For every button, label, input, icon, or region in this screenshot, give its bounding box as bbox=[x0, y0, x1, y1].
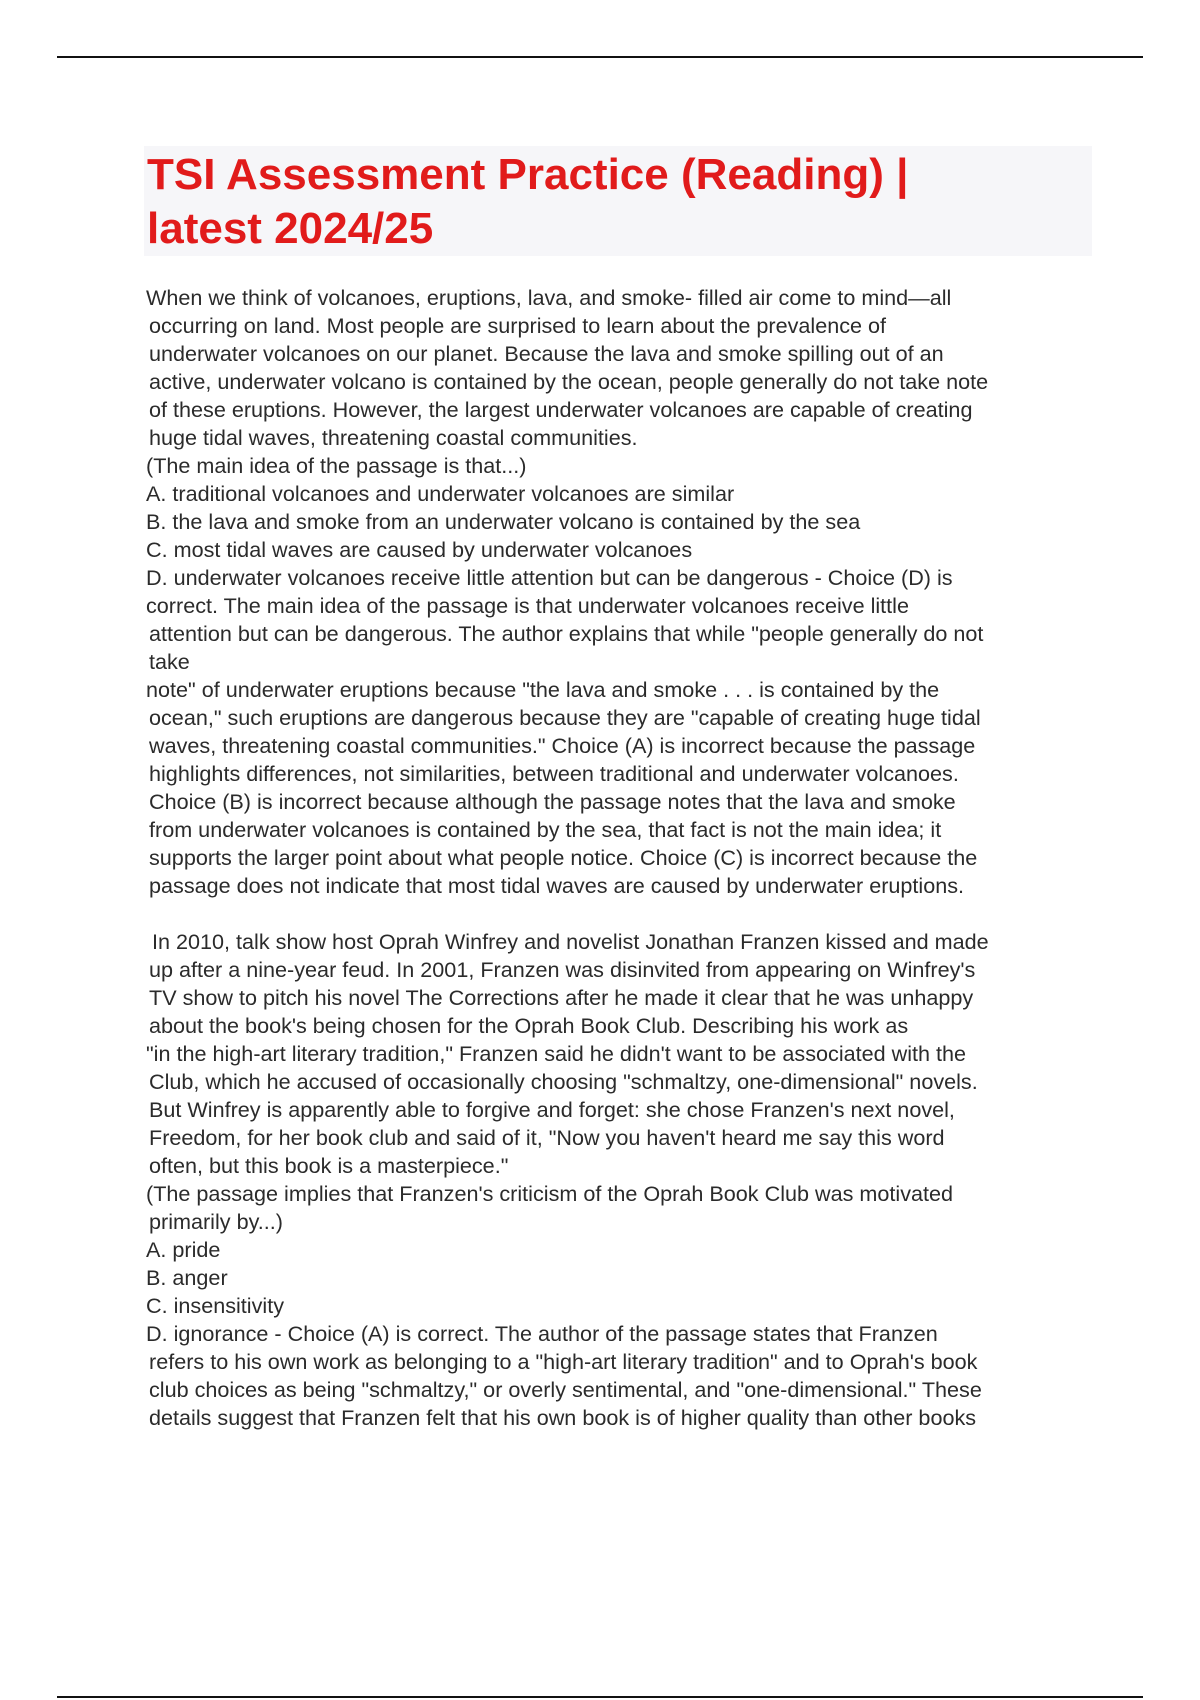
text-line: highlights differences, not similarities, between traditional and underwater volcanoes. bbox=[149, 761, 959, 786]
bottom-rule bbox=[57, 1696, 1143, 1698]
text-line: Club, which he accused of occasionally choosing "schmaltzy, one-dimensional" novels. bbox=[149, 1069, 978, 1094]
question-prompt: (The passage implies that Franzen's criticism of the Oprah Book Club was motivated bbox=[146, 1181, 954, 1206]
page-title bbox=[144, 148, 1092, 256]
answer-option: A. traditional volcanoes and underwater volcanoes are similar bbox=[146, 481, 735, 506]
text-line: up after a nine-year feud. In 2001, Franzen was disinvited from appearing on Winfrey's bbox=[149, 957, 976, 982]
question-prompt: primarily by...) bbox=[149, 1209, 283, 1234]
text-line: Freedom, for her book club and said of it, "Now you haven't heard me say this word bbox=[149, 1125, 945, 1150]
text-line: waves, threatening coastal communities." Choice (A) is incorrect because the passage bbox=[149, 733, 976, 758]
text-line: refers to his own work as belonging to a "high-art literary tradition" and to Oprah's book bbox=[149, 1349, 978, 1374]
answer-option: A. pride bbox=[146, 1237, 221, 1262]
paragraph-gap bbox=[146, 900, 1096, 928]
answer-option: D. ignorance - Choice (A) is correct. The author of the passage states that Franzen bbox=[146, 1321, 938, 1346]
text-line: ocean," such eruptions are dangerous because they are "capable of creating huge tidal bbox=[149, 705, 981, 730]
text-line: In 2010, talk show host Oprah Winfrey and novelist Jonathan Franzen kissed and made bbox=[152, 929, 989, 954]
text-line: huge tidal waves, threatening coastal communities. bbox=[149, 425, 638, 450]
text-line: But Winfrey is apparently able to forgive and forget: she chose Franzen's next novel, bbox=[149, 1097, 955, 1122]
answer-option: B. anger bbox=[146, 1265, 228, 1290]
answer-option: B. the lava and smoke from an underwater volcano is contained by the sea bbox=[146, 509, 861, 534]
text-line: club choices as being "schmaltzy," or overly sentimental, and "one-dimensional." These bbox=[149, 1377, 982, 1402]
title-banner bbox=[144, 146, 1092, 256]
text-line: often, but this book is a masterpiece." bbox=[149, 1153, 509, 1178]
text-line: When we think of volcanoes, eruptions, lava, and smoke- filled air come to mind—all bbox=[146, 285, 952, 310]
text-line: attention but can be dangerous. The author explains that while "people generally do not bbox=[149, 621, 984, 646]
answer-option: C. insensitivity bbox=[146, 1293, 284, 1318]
text-line: details suggest that Franzen felt that his own book is of higher quality than other books bbox=[149, 1405, 977, 1430]
text-line: underwater volcanoes on our planet. Because the lava and smoke spilling out of an bbox=[149, 341, 944, 366]
text-line: correct. The main idea of the passage is that underwater volcanoes receive little bbox=[146, 593, 909, 618]
text-line: "in the high-art literary tradition," Franzen said he didn't want to be associated with the bbox=[146, 1041, 967, 1066]
text-line: active, underwater volcano is contained by the ocean, people generally do not take note bbox=[149, 369, 989, 394]
text-line: occurring on land. Most people are surprised to learn about the prevalence of bbox=[149, 313, 887, 338]
text-line: supports the larger point about what people notice. Choice (C) is incorrect because the bbox=[149, 845, 978, 870]
text-line: of these eruptions. However, the largest underwater volcanoes are capable of creating bbox=[149, 397, 973, 422]
top-rule bbox=[57, 56, 1143, 58]
answer-option: C. most tidal waves are caused by underwater volcanoes bbox=[146, 537, 693, 562]
text-line: note" of underwater eruptions because "the lava and smoke . . . is contained by the bbox=[146, 677, 940, 702]
text-line: take bbox=[149, 649, 190, 674]
title-line-1: TSI Assessment Practice (Reading) | bbox=[147, 150, 909, 199]
text-line: about the book's being chosen for the Oprah Book Club. Describing his work as bbox=[149, 1013, 909, 1038]
title-line-2: latest 2024/25 bbox=[147, 204, 434, 253]
document-body bbox=[146, 284, 1096, 1432]
text-line: TV show to pitch his novel The Corrections after he made it clear that he was unhappy bbox=[149, 985, 974, 1010]
question-prompt: (The main idea of the passage is that...) bbox=[146, 453, 527, 478]
text-line: from underwater volcanoes is contained by the sea, that fact is not the main idea; it bbox=[149, 817, 942, 842]
text-line: Choice (B) is incorrect because although the passage notes that the lava and smoke bbox=[149, 789, 956, 814]
answer-option: D. underwater volcanoes receive little attention but can be dangerous - Choice (D) is bbox=[146, 565, 953, 590]
text-line: passage does not indicate that most tidal waves are caused by underwater eruptions. bbox=[149, 873, 965, 898]
